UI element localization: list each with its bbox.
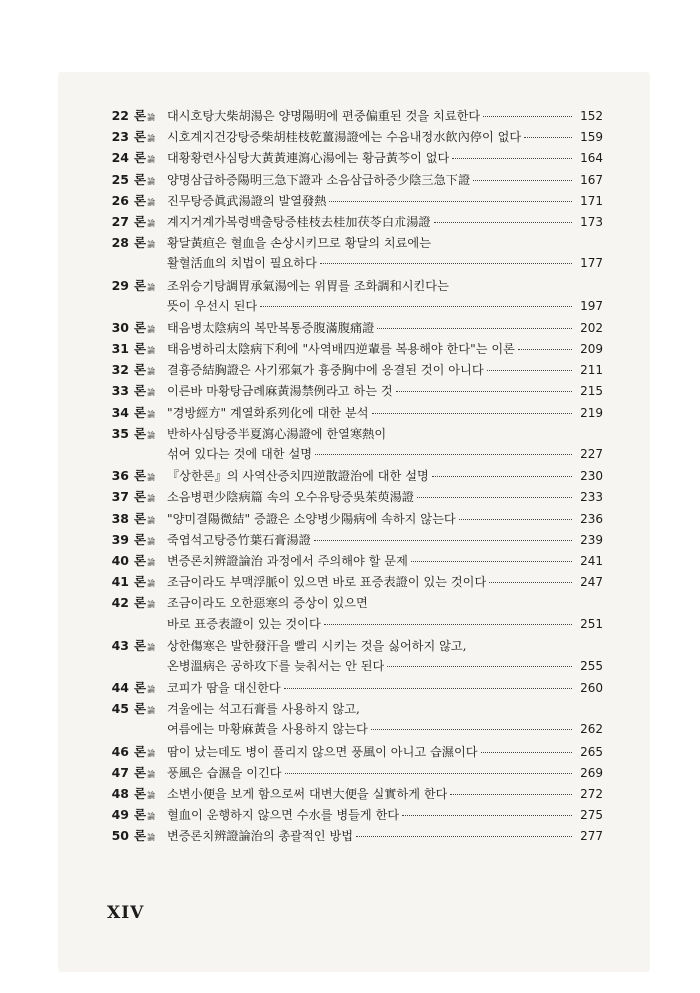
toc-line	[105, 403, 603, 424]
toc-entry	[105, 339, 603, 360]
ron-hanja: 論	[147, 769, 156, 779]
entry-title: 겨울에는 석고石膏를 사용하지 않고,	[167, 702, 360, 717]
entry-title: 여름에는 마황麻黃을 사용하지 않는다	[167, 722, 368, 737]
dot-leader	[450, 794, 572, 795]
dot-leader	[356, 836, 572, 837]
ron-hanja: 論	[147, 642, 156, 652]
entry-page-number: 265	[580, 744, 603, 759]
ron-hanja: 論	[147, 430, 156, 440]
dot-leader	[411, 561, 572, 562]
entry-page-number: 255	[580, 658, 603, 673]
entry-label	[105, 170, 167, 188]
toc-entry	[105, 381, 603, 402]
entry-page-number: 269	[580, 765, 603, 780]
entry-title: 『상한론』의 사역산증치四逆散證治에 대한 설명	[167, 469, 429, 484]
ron-label: 론	[134, 341, 147, 357]
ron-hanja: 論	[147, 282, 156, 292]
entry-number: 26	[111, 192, 129, 208]
dot-leader	[483, 116, 572, 117]
toc-line	[105, 127, 603, 148]
toc-line	[105, 254, 603, 275]
toc-entry	[105, 487, 603, 508]
toc-line	[105, 763, 603, 784]
entry-title: 양명삼급하증陽明三急下證과 소음삼급하증少陰三急下證	[167, 172, 471, 187]
dot-leader	[372, 413, 572, 414]
entry-label	[105, 424, 167, 442]
ron-hanja: 論	[147, 197, 156, 207]
toc-line	[105, 297, 603, 318]
toc-entry	[105, 509, 603, 530]
entry-number: 31	[111, 341, 129, 357]
dot-leader	[320, 263, 572, 264]
entry-number: 40	[111, 552, 129, 568]
entry-page-number: 211	[580, 363, 603, 378]
ron-label: 론	[134, 701, 147, 717]
entry-number: 37	[111, 489, 129, 505]
entry-page-number: 159	[580, 130, 603, 145]
entry-page-number: 197	[580, 298, 603, 313]
entry-label	[105, 466, 167, 484]
toc-line	[105, 276, 603, 297]
ron-hanja: 論	[147, 113, 156, 122]
entry-number: 39	[111, 531, 129, 547]
entry-title: 소변小便을 보게 함으로써 대변大便을 실實하게 한다	[167, 787, 448, 801]
ron-label: 론	[134, 108, 147, 123]
entry-title: "양미결陽微結" 증證은 소양병少陽病에 속하지 않는다	[167, 511, 456, 526]
ron-label: 론	[134, 595, 147, 611]
entry-title: 소음병편少陰病篇 속의 오수유탕증吳茱萸湯證	[167, 490, 414, 505]
toc-line	[105, 615, 603, 636]
ron-hanja: 論	[147, 812, 156, 822]
dot-leader	[387, 666, 572, 667]
dot-leader	[524, 137, 572, 138]
ron-label: 론	[134, 235, 147, 251]
entry-label	[105, 106, 167, 124]
toc-line	[105, 530, 603, 551]
entry-number: 24	[111, 150, 129, 166]
ron-hanja: 論	[147, 155, 156, 165]
entry-title: 대황황련사심탕大黃黃連瀉心湯에는 황금黃芩이 없다	[167, 151, 450, 166]
entry-title: 활혈活血의 치법이 필요하다	[167, 256, 317, 271]
entry-title: 온병溫病은 공하攻下를 늦춰서는 안 된다	[167, 658, 385, 673]
entry-title: 계지거계가복령백출탕증桂枝去桂加茯苓白朮湯證	[167, 214, 431, 229]
entry-label	[105, 551, 167, 569]
dot-leader	[434, 222, 572, 223]
entry-title: 땀이 났는데도 병이 풀리지 않으면 풍風이 아니고 습濕이다	[167, 744, 478, 759]
ron-label: 론	[134, 383, 147, 399]
table-of-contents	[105, 106, 603, 848]
ron-label: 론	[134, 574, 147, 590]
ron-label: 론	[134, 764, 147, 780]
entry-title: 시호계지건강탕증柴胡桂枝乾薑湯證에는 수음내정水飮內停이 없다	[167, 130, 522, 145]
ron-hanja: 論	[147, 515, 156, 525]
entry-page-number: 239	[580, 532, 603, 547]
entry-title: 조금이라도 오한惡寒의 증상이 있으면	[167, 596, 368, 611]
toc-line	[105, 466, 603, 487]
entry-number: 47	[111, 764, 129, 780]
ron-hanja: 論	[147, 600, 156, 610]
ron-hanja: 論	[147, 388, 156, 398]
entry-number: 35	[111, 425, 129, 441]
ron-label: 론	[134, 489, 147, 505]
entry-page-number: 272	[580, 787, 603, 801]
toc-line	[105, 487, 603, 508]
entry-page-number: 227	[580, 447, 603, 461]
toc-entry	[105, 805, 603, 826]
toc-line	[105, 381, 603, 402]
entry-title: 태음병太陰病의 복만복통증腹滿腹痛證	[167, 320, 375, 335]
entry-page-number: 236	[580, 511, 603, 526]
toc-entry	[105, 742, 603, 763]
ron-hanja: 論	[147, 176, 156, 186]
ron-hanja: 論	[147, 240, 156, 250]
entry-title: 태음병하리太陰病下利에 "사역배四逆輩를 복용해야 한다"는 이론	[167, 342, 515, 357]
ron-hanja: 論	[147, 494, 156, 504]
entry-label	[105, 212, 167, 230]
ron-label: 론	[134, 468, 147, 484]
entry-label	[105, 381, 167, 399]
entry-title: 조위승기탕調胃承氣湯에는 위胃를 조화調和시킨다는	[167, 278, 449, 293]
toc-entry	[105, 424, 603, 466]
entry-number: 45	[111, 701, 129, 717]
entry-page-number: 233	[580, 490, 603, 505]
ron-hanja: 論	[147, 557, 156, 567]
dot-leader	[459, 519, 572, 520]
entry-title: 섞여 있다는 것에 대한 설명	[167, 447, 313, 461]
toc-entry	[105, 572, 603, 593]
ron-label: 론	[134, 425, 147, 441]
toc-line	[105, 636, 603, 657]
ron-hanja: 論	[147, 685, 156, 695]
ron-hanja: 論	[147, 833, 156, 843]
dot-leader	[377, 328, 572, 329]
entry-number: 25	[111, 171, 129, 187]
entry-title: 결흉증結胸證은 사기邪氣가 흉중胸中에 응결된 것이 아니다	[167, 363, 484, 378]
entry-title: 상한傷寒은 발한發汗을 빨리 시키는 것을 싫어하지 않고,	[167, 638, 467, 653]
toc-line	[105, 699, 603, 720]
toc-line	[105, 106, 603, 127]
toc-line	[105, 657, 603, 678]
entry-number: 50	[111, 828, 129, 844]
entry-page-number: 177	[580, 256, 603, 271]
entry-title: 코피가 땀을 대신한다	[167, 681, 281, 696]
dot-leader	[481, 752, 572, 753]
ron-hanja: 論	[147, 706, 156, 716]
ron-label: 론	[134, 171, 147, 187]
toc-line	[105, 551, 603, 572]
entry-page-number: 275	[580, 808, 603, 823]
entry-page-number: 230	[580, 469, 603, 484]
entry-page-number: 241	[580, 553, 603, 568]
toc-entry	[105, 233, 603, 275]
entry-title: 반하사심탕증半夏瀉心湯證에 한열寒熱이	[167, 426, 387, 441]
dot-leader	[315, 454, 572, 455]
ron-label: 론	[134, 786, 147, 801]
entry-number: 30	[111, 319, 129, 335]
ron-label: 론	[134, 319, 147, 335]
toc-entry	[105, 699, 603, 741]
dot-leader	[324, 624, 572, 625]
toc-entry	[105, 191, 603, 212]
entry-label	[105, 127, 167, 145]
entry-title: 이른바 마황탕금례麻黃湯禁例라고 하는 것	[167, 384, 393, 399]
entry-page-number: 277	[580, 829, 603, 844]
entry-label	[105, 360, 167, 378]
entry-title: 뜻이 우선시 된다	[167, 298, 258, 313]
entry-page-number: 167	[580, 172, 603, 187]
toc-line	[105, 339, 603, 360]
entry-label	[105, 148, 167, 166]
toc-entry	[105, 593, 603, 635]
entry-label	[105, 191, 167, 209]
entry-label	[105, 572, 167, 590]
toc-entry	[105, 826, 603, 847]
ron-label: 론	[134, 680, 147, 696]
entry-number: 48	[111, 786, 129, 801]
entry-number: 32	[111, 362, 129, 378]
ron-hanja: 論	[147, 579, 156, 589]
ron-hanja: 論	[147, 218, 156, 228]
toc-entry	[105, 403, 603, 424]
entry-label	[105, 593, 167, 611]
toc-entry	[105, 784, 603, 805]
entry-number: 41	[111, 574, 129, 590]
ron-label: 론	[134, 150, 147, 166]
dot-leader	[473, 180, 572, 181]
entry-page-number: 173	[580, 214, 603, 229]
entry-title: 진무탕증眞武湯證의 발열發熱	[167, 193, 327, 208]
entry-number: 43	[111, 637, 129, 653]
ron-hanja: 論	[147, 473, 156, 483]
entry-page-number: 164	[580, 151, 603, 166]
page-number-footer: XIV	[107, 903, 145, 923]
dot-leader	[489, 582, 572, 583]
ron-label: 론	[134, 362, 147, 378]
dot-leader	[285, 773, 572, 774]
toc-entry	[105, 318, 603, 339]
ron-label: 론	[134, 531, 147, 547]
ron-label: 론	[134, 828, 147, 844]
entry-number: 36	[111, 468, 129, 484]
entry-page-number: 152	[580, 109, 603, 123]
ron-hanja: 論	[147, 324, 156, 334]
entry-number: 38	[111, 510, 129, 526]
entry-title: "경방經方" 계열화系列化에 대한 분석	[167, 405, 369, 420]
entry-label	[105, 678, 167, 696]
ron-hanja: 論	[147, 748, 156, 758]
toc-line	[105, 233, 603, 254]
entry-number: 28	[111, 235, 129, 251]
dot-leader	[402, 815, 572, 816]
entry-label	[105, 276, 167, 294]
ron-label: 론	[134, 129, 147, 145]
entry-number: 42	[111, 595, 129, 611]
entry-number: 46	[111, 743, 129, 759]
ron-hanja: 論	[147, 409, 156, 419]
entry-number: 44	[111, 680, 129, 696]
toc-line	[105, 424, 603, 445]
entry-label	[105, 509, 167, 527]
entry-page-number: 171	[580, 193, 603, 208]
entry-title: 황달黃疸은 혈血을 손상시키므로 황달의 치료에는	[167, 236, 431, 251]
entry-title: 조금이라도 부맥浮脈이 있으면 바로 표증表證이 있는 것이다	[167, 575, 487, 590]
toc-line	[105, 720, 603, 741]
ron-label: 론	[134, 807, 147, 823]
entry-label	[105, 826, 167, 844]
entry-page-number: 219	[580, 405, 603, 420]
entry-title: 풍風은 습濕을 이긴다	[167, 765, 282, 780]
entry-label	[105, 487, 167, 505]
dot-leader	[260, 306, 572, 307]
entry-title: 변증론치辨證論治 과정에서 주의해야 할 문제	[167, 553, 408, 568]
entry-label	[105, 805, 167, 823]
dot-leader	[371, 729, 572, 730]
toc-line	[105, 318, 603, 339]
entry-page-number: 251	[580, 616, 603, 631]
entry-label	[105, 763, 167, 781]
entry-label	[105, 784, 167, 802]
toc-line	[105, 678, 603, 699]
entry-label	[105, 699, 167, 717]
entry-number: 23	[111, 129, 129, 145]
entry-number: 34	[111, 404, 129, 420]
ron-label: 론	[134, 510, 147, 526]
entry-number: 49	[111, 807, 129, 823]
entry-page-number: 247	[580, 575, 603, 590]
toc-entry	[105, 127, 603, 148]
entry-title: 죽엽석고탕증竹葉石膏湯證	[167, 532, 311, 547]
toc-entry	[105, 530, 603, 551]
toc-entry	[105, 276, 603, 318]
ron-label: 론	[134, 637, 147, 653]
entry-label	[105, 636, 167, 654]
entry-label	[105, 339, 167, 357]
entry-page-number: 260	[580, 681, 603, 696]
entry-page-number: 262	[580, 722, 603, 737]
entry-label	[105, 318, 167, 336]
ron-hanja: 論	[147, 536, 156, 546]
toc-line	[105, 805, 603, 826]
entry-title: 변증론치辨證論治의 총괄적인 방법	[167, 829, 354, 844]
toc-entry	[105, 466, 603, 487]
toc-entry	[105, 360, 603, 381]
toc-line	[105, 593, 603, 614]
ron-label: 론	[134, 552, 147, 568]
dot-leader	[417, 497, 572, 498]
toc-line	[105, 509, 603, 530]
dot-leader	[452, 158, 572, 159]
dot-leader	[284, 688, 572, 689]
ron-hanja: 論	[147, 134, 156, 144]
ron-label: 론	[134, 277, 147, 293]
toc-entry	[105, 551, 603, 572]
toc-entry	[105, 678, 603, 699]
entry-number: 22	[111, 108, 129, 123]
entry-page-number: 215	[580, 384, 603, 399]
toc-line	[105, 360, 603, 381]
entry-number: 27	[111, 213, 129, 229]
dot-leader	[518, 349, 572, 350]
ron-hanja: 論	[147, 791, 156, 800]
dot-leader	[314, 540, 572, 541]
entry-title: 대시호탕大柴胡湯은 양명陽明에 편중偏重된 것을 치료한다	[167, 109, 481, 123]
entry-page-number: 202	[580, 320, 603, 335]
ron-label: 론	[134, 213, 147, 229]
entry-title: 혈血이 운행하지 않으면 수水를 병들게 한다	[167, 808, 400, 823]
entry-number: 33	[111, 383, 129, 399]
ron-label: 론	[134, 743, 147, 759]
entry-number: 29	[111, 277, 129, 293]
toc-line	[105, 170, 603, 191]
dot-leader	[396, 391, 572, 392]
toc-line	[105, 784, 603, 805]
ron-label: 론	[134, 192, 147, 208]
toc-line	[105, 148, 603, 169]
entry-label	[105, 530, 167, 548]
toc-line	[105, 572, 603, 593]
toc-entry	[105, 106, 603, 127]
toc-line	[105, 445, 603, 466]
ron-label: 론	[134, 404, 147, 420]
dot-leader	[487, 370, 572, 371]
entry-label	[105, 233, 167, 251]
ron-hanja: 論	[147, 346, 156, 356]
toc-line	[105, 191, 603, 212]
toc-entry	[105, 636, 603, 678]
toc-line	[105, 826, 603, 847]
ron-hanja: 論	[147, 367, 156, 377]
toc-entry	[105, 763, 603, 784]
toc-entry	[105, 170, 603, 191]
toc-entry	[105, 212, 603, 233]
dot-leader	[432, 476, 572, 477]
entry-title: 바로 표증表證이 있는 것이다	[167, 616, 321, 631]
entry-label	[105, 403, 167, 421]
toc-line	[105, 212, 603, 233]
toc-entry	[105, 148, 603, 169]
dot-leader	[329, 201, 572, 202]
entry-page-number: 209	[580, 342, 603, 357]
toc-line	[105, 742, 603, 763]
entry-label	[105, 742, 167, 760]
